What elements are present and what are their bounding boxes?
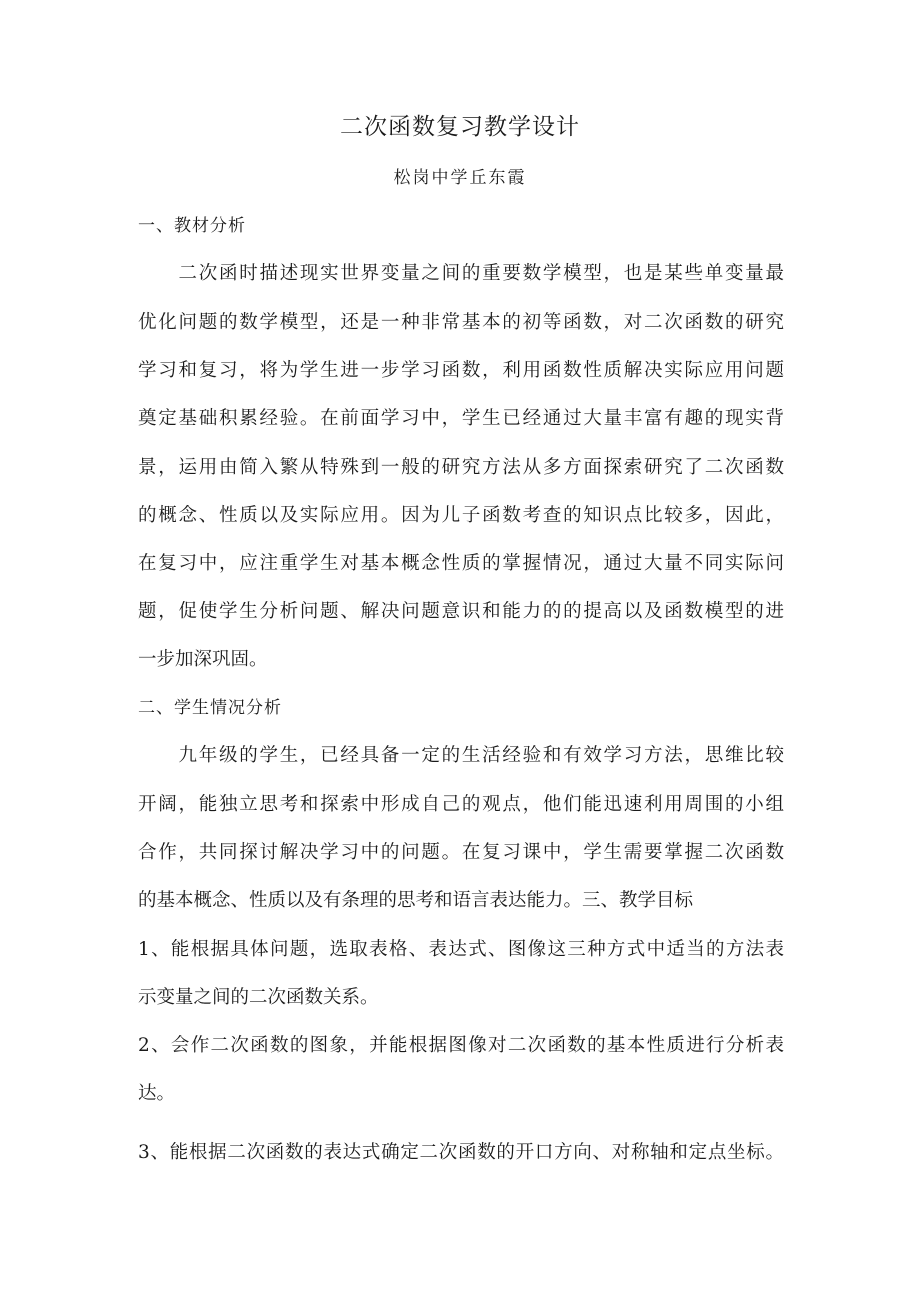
document-author: 松岗中学丘东霞 <box>393 168 527 188</box>
paragraph-line: 开阔，能独立思考和探索中形成自己的观点，他们能迅速利用周围的小组 <box>138 794 784 815</box>
paragraph-line: 九年级的学生，已经具备一定的生活经验和有效学习方法，思维比较 <box>138 745 784 766</box>
paragraph-line: 二次函时描述现实世界变量之间的重要数学模型，也是某些单变量最 <box>138 263 784 284</box>
paragraph-line: 合作，共同探讨解决学习中的问题。在复习课中，学生需要掌握二次函数 <box>138 842 784 863</box>
paragraph-line: 的概念、性质以及实际应用。因为儿子函数考查的知识点比较多，因此， <box>138 505 784 526</box>
paragraph-line: 奠定基础积累经验。在前面学习中，学生已经通过大量丰富有趣的现实背 <box>138 408 784 429</box>
paragraph-line: 优化问题的数学模型，还是一种非常基本的初等函数，对二次函数的研究 <box>138 312 784 333</box>
paragraph-line: 景，运用由简入繁从特殊到一般的研究方法从多方面探索研究了二次函数 <box>138 457 784 478</box>
goal-item-3-line: 3、能根据二次函数的表达式确定二次函数的开口方向、对称轴和定点坐标。 <box>138 1142 784 1163</box>
goal-item-2-line: 2、会作二次函数的图象，并能根据图像对二次函数的基本性质进行分析表 <box>138 1035 784 1056</box>
paragraph-line: 在复习中，应注重学生对基本概念性质的掌握情况，通过大量不同实际问 <box>138 553 784 574</box>
paragraph-line: 学习和复习，将为学生进一步学习函数，利用函数性质解决实际应用问题 <box>138 360 784 381</box>
paragraph-line: 一步加深巩固。 <box>138 649 268 670</box>
goal-item-1-line: 示变量之间的二次函数关系。 <box>138 987 379 1008</box>
goal-item-2-line: 达。 <box>138 1083 176 1104</box>
document-title: 二次函数复习教学设计 <box>340 114 580 140</box>
goal-item-1-line: 1、能根据具体问题，选取表格、表达式、图像这三种方式中适当的方法表 <box>138 939 784 960</box>
section-heading-students: 二、学生情况分析 <box>138 698 282 718</box>
section-heading-materials: 一、教材分析 <box>138 216 246 236</box>
paragraph-line: 的基本概念、性质以及有条理的思考和语言表达能力。三、教学目标 <box>138 890 694 911</box>
paragraph-line: 题，促使学生分析问题、解决问题意识和能力的的提高以及函数模型的进 <box>138 601 784 622</box>
